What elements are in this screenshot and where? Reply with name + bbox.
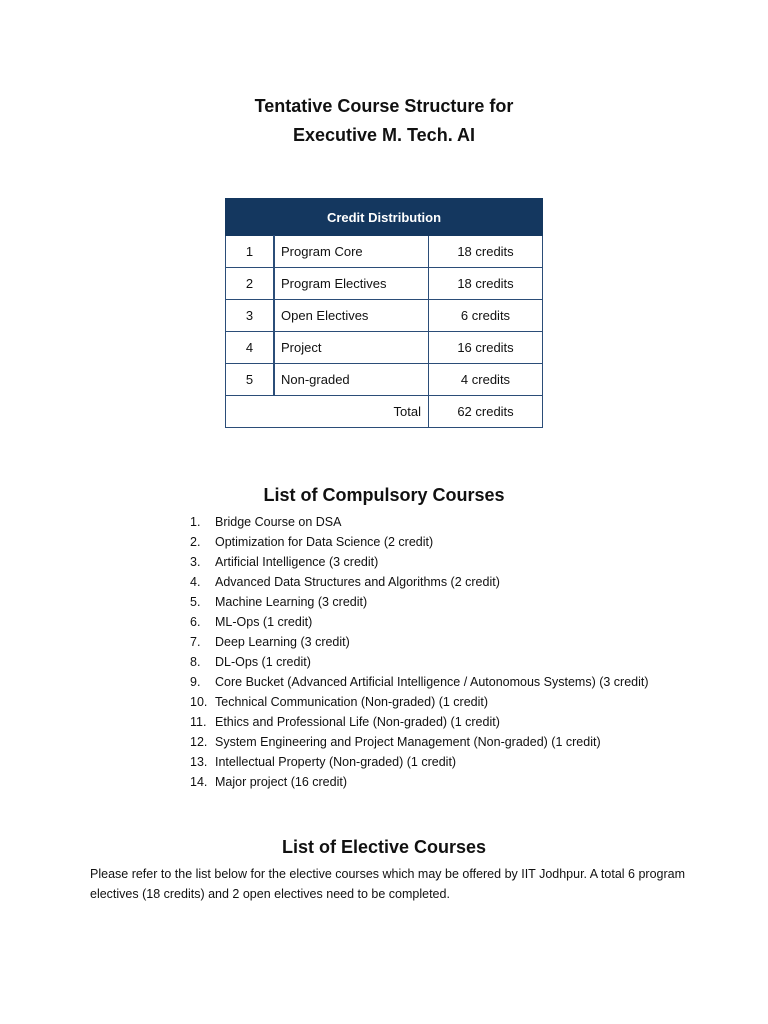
item-text: Machine Learning (3 credit): [215, 595, 368, 609]
list-item: [190, 752, 649, 772]
list-item: [190, 712, 649, 732]
item-number: 13.: [190, 755, 208, 769]
item-text: Ethics and Professional Life (Non-graded) (1 credit): [215, 715, 500, 729]
credit-value: 18 credits: [429, 236, 543, 268]
list-item: [190, 552, 649, 572]
item-number: 3.: [190, 555, 201, 569]
list-item: [190, 532, 649, 552]
credit-value: 16 credits: [429, 332, 543, 364]
row-number: 4: [226, 332, 275, 364]
item-text: Artificial Intelligence (3 credit): [215, 555, 379, 569]
table-row: [226, 364, 543, 396]
title-line-1: Tentative Course Structure for: [254, 96, 514, 116]
item-number: 2.: [190, 535, 201, 549]
item-number: 1.: [190, 515, 201, 529]
list-item: [190, 772, 649, 792]
item-number: 7.: [190, 635, 201, 649]
list-item: [190, 692, 649, 712]
component-name: Project: [274, 332, 429, 364]
component-name: Program Core: [274, 236, 429, 268]
credit-distribution-table: [225, 198, 543, 428]
item-number: 5.: [190, 595, 201, 609]
item-text: Bridge Course on DSA: [215, 515, 342, 529]
item-text: Advanced Data Structures and Algorithms (2 credit): [215, 575, 500, 589]
table-row: [226, 332, 543, 364]
table-header: Credit Distribution: [226, 199, 543, 236]
item-number: 6.: [190, 615, 201, 629]
item-text: Optimization for Data Science (2 credit): [215, 535, 434, 549]
row-number: 3: [226, 300, 275, 332]
item-number: 9.: [190, 675, 201, 689]
item-text: Core Bucket (Advanced Artificial Intelligence / Autonomous Systems) (3 credit): [215, 675, 649, 689]
item-number: 8.: [190, 655, 201, 669]
item-text: ML-Ops (1 credit): [215, 615, 313, 629]
item-text: DL-Ops (1 credit): [215, 655, 311, 669]
table-total-row: [226, 396, 543, 428]
table-row: [226, 268, 543, 300]
total-value: 62 credits: [429, 396, 543, 428]
compulsory-courses-heading: List of Compulsory Courses: [263, 485, 505, 505]
list-item: [190, 512, 649, 532]
item-text: Technical Communication (Non-graded) (1 credit): [215, 695, 489, 709]
list-item: [190, 592, 649, 612]
credit-value: 4 credits: [429, 364, 543, 396]
row-number: 1: [226, 236, 275, 268]
component-name: Non-graded: [274, 364, 429, 396]
list-item: [190, 572, 649, 592]
item-number: 11.: [190, 715, 207, 729]
item-number: 10.: [190, 695, 208, 709]
component-name: Open Electives: [274, 300, 429, 332]
item-number: 12.: [190, 735, 208, 749]
row-number: 5: [226, 364, 275, 396]
total-label: Total: [226, 396, 429, 428]
item-number: 4.: [190, 575, 201, 589]
elective-courses-heading: List of Elective Courses: [281, 837, 487, 857]
item-text: Major project (16 credit): [215, 775, 347, 789]
page-title: [0, 92, 768, 150]
table-row: [226, 300, 543, 332]
table-row: [226, 236, 543, 268]
list-item: [190, 672, 649, 692]
component-name: Program Electives: [274, 268, 429, 300]
item-number: 14.: [190, 775, 208, 789]
credit-value: 18 credits: [429, 268, 543, 300]
elective-note: Please refer to the list below for the elective courses which may be offered by IIT Jodhpur. A total 6 program electives (18 credits) and 2 open electives need to be completed.: [90, 867, 685, 901]
compulsory-course-list: [190, 512, 649, 792]
item-text: Intellectual Property (Non-graded) (1 credit): [215, 755, 457, 769]
table-header-row: [226, 199, 543, 236]
credit-value: 6 credits: [429, 300, 543, 332]
list-item: [190, 732, 649, 752]
list-item: [190, 612, 649, 632]
item-text: Deep Learning (3 credit): [215, 635, 350, 649]
row-number: 2: [226, 268, 275, 300]
list-item: [190, 632, 649, 652]
item-text: System Engineering and Project Management (Non-graded) (1 credit): [215, 735, 601, 749]
list-item: [190, 652, 649, 672]
title-line-2: Executive M. Tech. AI: [292, 125, 476, 145]
